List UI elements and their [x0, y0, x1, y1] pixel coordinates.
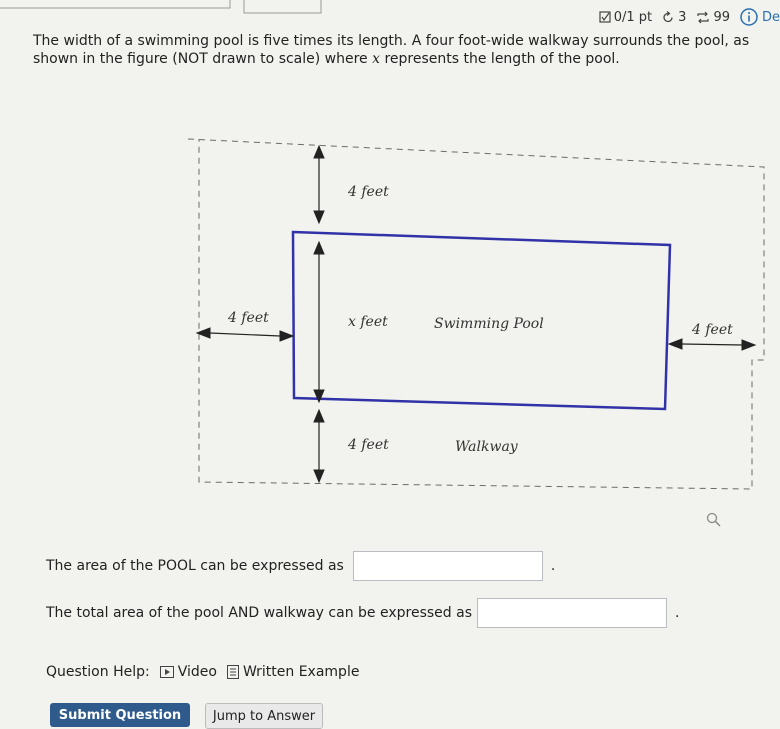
- question-pool-area-period: .: [550, 558, 556, 574]
- video-link-text: Video: [177, 664, 217, 680]
- video-link[interactable]: [160, 664, 217, 680]
- top-width-arrow: [314, 146, 324, 223]
- label-top-width: 4 feet: [348, 184, 389, 200]
- walkway-outline: [188, 139, 764, 489]
- right-width-arrow: [669, 339, 755, 350]
- question-total-area-text: The total area of the pool AND walkway can be expressed as: [46, 605, 472, 621]
- total-area-answer-input[interactable]: [477, 598, 667, 628]
- jump-to-answer-button[interactable]: Jump to Answer: [205, 703, 323, 729]
- pool-area-answer-input[interactable]: [353, 551, 543, 581]
- submit-question-button[interactable]: Submit Question: [50, 703, 190, 727]
- problem-text-2: represents the length of the pool.: [380, 51, 620, 67]
- problem-variable: x: [372, 51, 381, 67]
- bottom-width-arrow: [314, 410, 324, 482]
- question-help-label: Question Help:: [46, 664, 150, 680]
- score-text: 0/1 pt: [613, 9, 653, 25]
- label-pool-length: x feet: [348, 314, 388, 330]
- written-example-text: Written Example: [242, 664, 360, 680]
- written-example-link[interactable]: [227, 664, 360, 680]
- question-pool-area-text: The area of the POOL can be expressed as: [46, 558, 344, 574]
- magnify-icon[interactable]: [706, 512, 722, 528]
- pool-length-arrow: [314, 242, 324, 402]
- question-pool-area: [46, 551, 555, 581]
- details-text: De: [761, 9, 780, 25]
- label-swimming-pool: Swimming Pool: [434, 316, 544, 332]
- question-total-area: [46, 598, 679, 628]
- question-help: [46, 664, 359, 680]
- attempts-count: 3: [678, 9, 687, 25]
- label-right-width: 4 feet: [692, 322, 733, 338]
- question-total-area-period: .: [674, 605, 680, 621]
- problem-text-1: The width of a swimming pool is five times its length. A four foot-wide walkway surrounds the pool, as shown in the figure (NOT drawn to scale) where: [33, 33, 750, 67]
- video-icon: [160, 666, 174, 678]
- label-walkway: Walkway: [455, 439, 518, 455]
- document-icon: [227, 665, 239, 679]
- left-width-arrow: [197, 328, 293, 341]
- label-left-width: 4 feet: [228, 310, 269, 326]
- label-bottom-width: 4 feet: [348, 437, 389, 453]
- tries-count: 99: [713, 9, 730, 25]
